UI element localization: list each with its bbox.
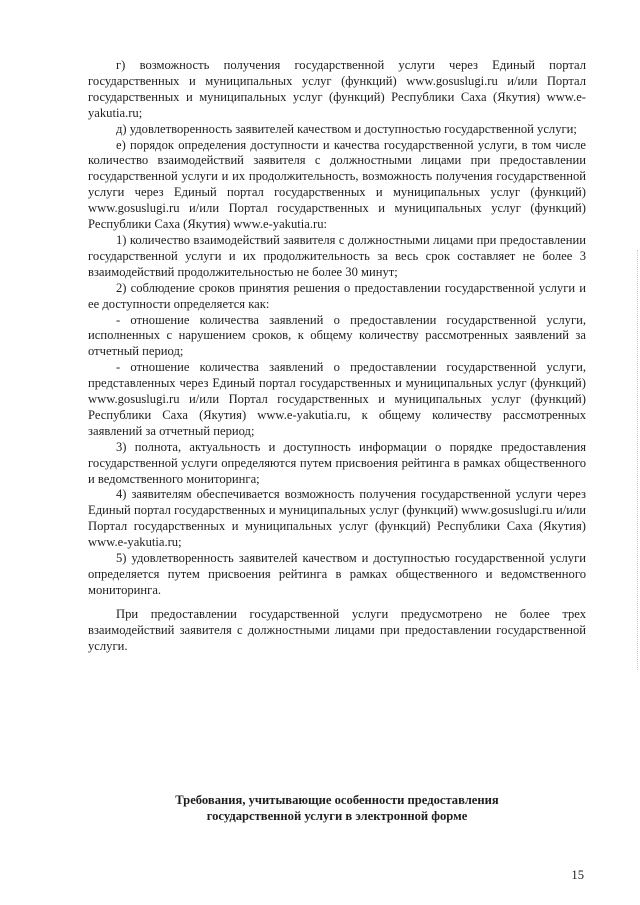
scan-edge-mark [636,250,638,670]
document-body [88,58,586,655]
paragraph-item-2-dash-2: - отношение количества заявлений о предоставлении государственной услуги, представленных через Единый портал государственных и муниципальных услуг (функций) www.gosuslugi.ru и/или Портал государственных и муниципальных услуг (функций) Республики Саха (Якутия) www.e-yakutia.ru, к общему количеству рассмотренных заявлений за отчетный период; [88,360,586,438]
section-heading-line-1: Требования, учитывающие особенности предоставления [175,793,499,807]
paragraph-item-1: 1) количество взаимодействий заявителя с должностными лицами при предоставлении государственной услуги и их продолжительность за весь срок составляет не более 3 взаимодействий продолжительностью не более 30 минут; [88,232,586,279]
paragraph-e: е) порядок определения доступности и качества государственной услуги, в том числе количество взаимодействий заявителя с должностными лицами при предоставлении государственной услуги и их продолжительность, возможность получения государственной услуги через Единый портал государственных и муниципальных услуг (функций) www.gosuslugi.ru и/или Портал государственных и муниципальных услуг (функций) Республики Саха (Якутия) www.e-yakutia.ru: [88,137,586,232]
section-heading-line-2: государственной услуги в электронной форме [206,809,468,823]
section-heading [88,792,586,824]
paragraph-g: г) возможность получения государственной услуги через Единый портал государственных и муниципальных услуг (функций) www.gosuslugi.ru и/или Портал государственных и муниципальных услуг (функций) Республики Саха (Якутия) www.e-yakutia.ru; [88,58,586,120]
paragraph-item-5: 5) удовлетворенность заявителей качеством и доступностью государственной услуги определяется путем присвоения рейтинга в рамках общественного и ведомственного мониторинга. [88,551,586,597]
paragraph-interactions-note: При предоставлении государственной услуги предусмотрено не более трех взаимодействий заявителя с должностными лицами при предоставлении государственной услуги. [88,606,586,653]
paragraph-item-3: 3) полнота, актуальность и доступность информации о порядке предоставления государственной услуги определяются путем присвоения рейтинга в рамках общественного и ведомственного мониторинга; [88,439,586,486]
paragraph-item-2: 2) соблюдение сроков принятия решения о предоставлении государственной услуги и ее доступности определяется как: [88,280,586,311]
paragraph-item-2-dash-1: - отношение количества заявлений о предоставлении государственной услуги, исполненных с нарушением сроков, к общему количеству рассмотренных заявлений за отчетный период; [88,312,586,359]
page-number: 15 [571,868,584,882]
paragraph-d: д) удовлетворенность заявителей качеством и доступностью государственной услуги; [116,121,577,136]
paragraph-item-4: 4) заявителям обеспечивается возможность получения государственной услуги через Единый портал государственных и муниципальных услуг (функций) www.gosuslugi.ru и/или Портал государственных и муниципальных услуг (функций) Республики Саха (Якутия) www.e-yakutia.ru; [88,487,586,550]
